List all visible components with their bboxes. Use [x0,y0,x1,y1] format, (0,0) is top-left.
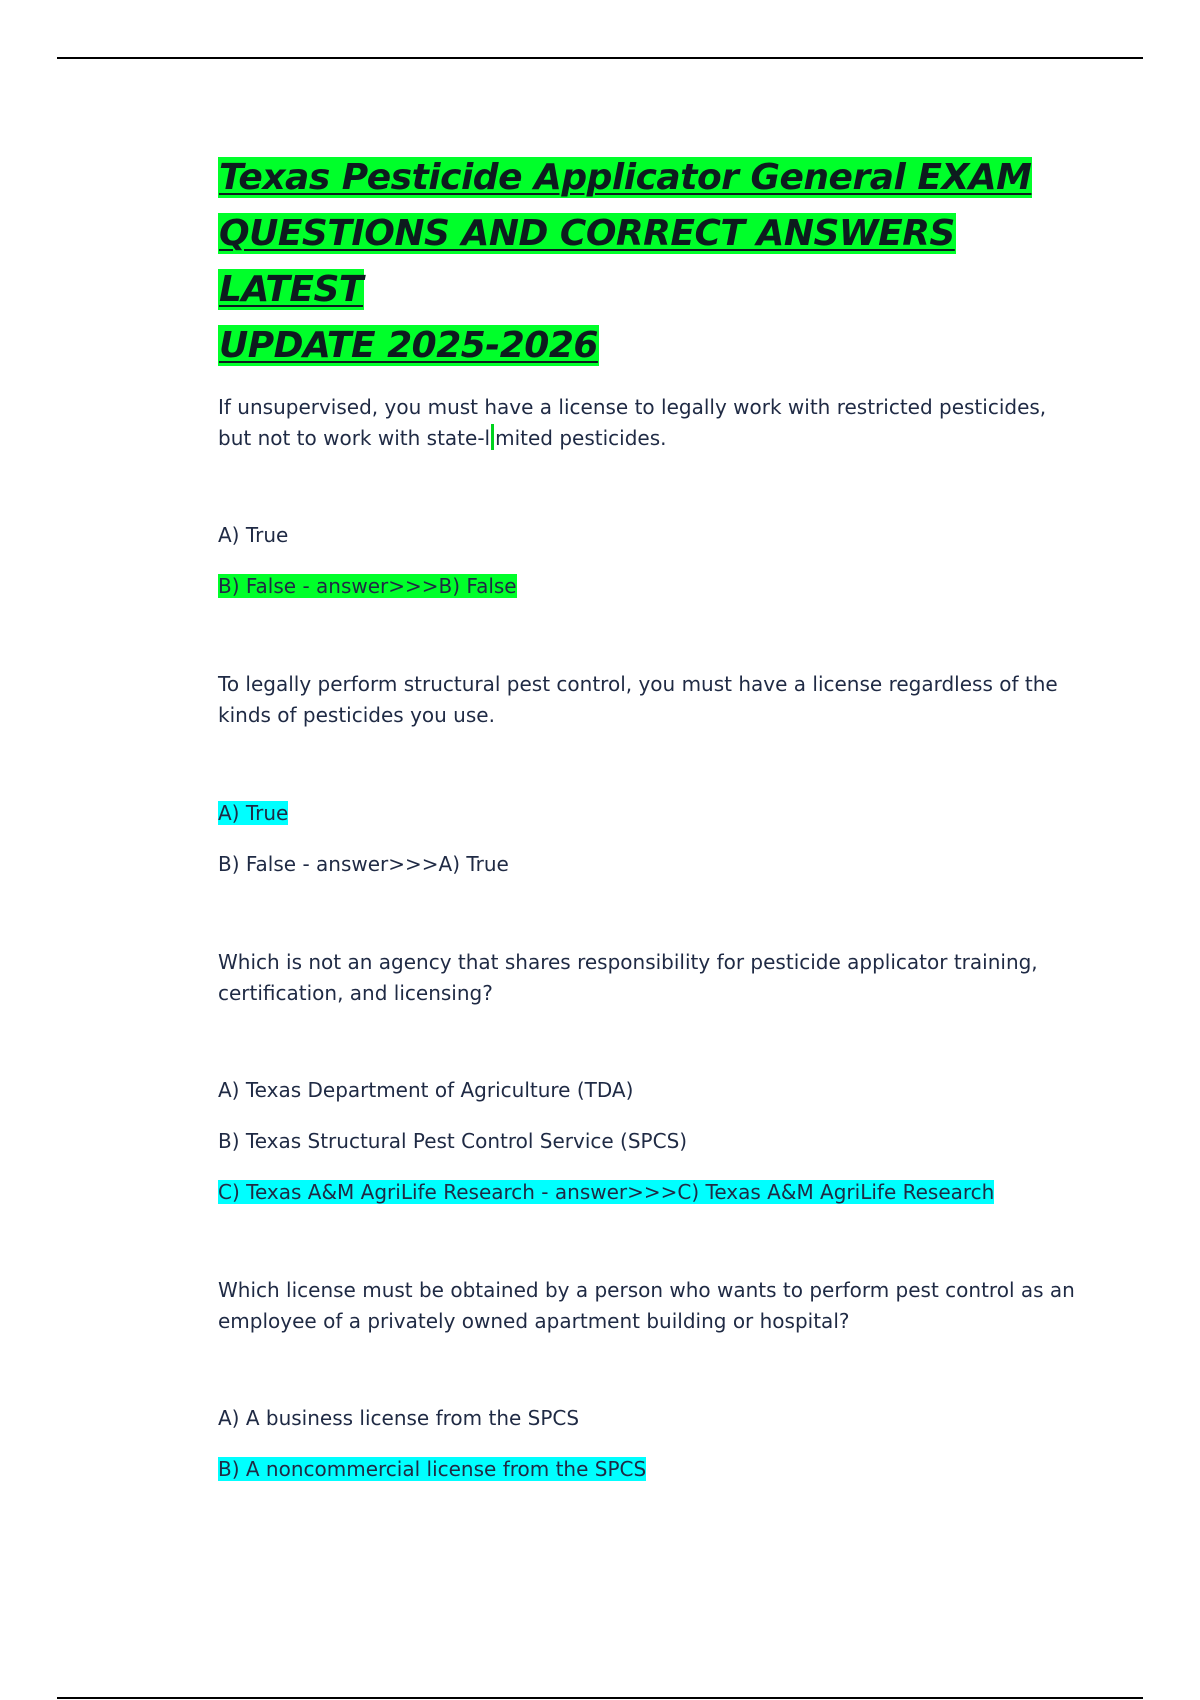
text-cursor [491,424,494,450]
question-1-option-a: A) True [218,523,289,547]
question-4-text: Which license must be obtained by a person who wants to perform pest control as an employee of a privately owned apartment building or hospital? [218,1278,1075,1333]
document-title [218,150,1078,374]
question-1-option-b: B) False - answer>>>B) False [218,574,517,598]
bottom-rule [57,1697,1143,1699]
question-3-option-c: C) Texas A&M AgriLife Research - answer>>>C) Texas A&M AgriLife Research [218,1180,995,1204]
question-2-text: To legally perform structural pest control, you must have a license regardless of the kinds of pesticides you use. [218,672,1058,727]
question-1-text: If unsupervised, you must have a license to legally work with restricted pesticides, but not to work with state-l mited pesticides. [218,395,1047,450]
question-3-option-a: A) Texas Department of Agriculture (TDA) [218,1078,634,1102]
question-4-option-a: A) A business license from the SPCS [218,1406,580,1430]
title-line-3: UPDATE 2025-2026 [219,325,598,366]
question-3-text: Which is not an agency that shares responsibility for pesticide applicator training, certification, and licensing? [218,950,1038,1005]
title-line-1: Texas Pesticide Applicator General EXAM [219,157,1032,198]
question-4-option-b: B) A noncommercial license from the SPCS [218,1457,647,1481]
question-2-option-a: A) True [218,801,289,825]
top-rule [57,57,1143,59]
question-3-option-b: B) Texas Structural Pest Control Service (SPCS) [218,1129,688,1153]
document-body [218,150,1078,1485]
question-2-option-b: B) False - answer>>>A) True [218,852,509,876]
title-line-2: QUESTIONS AND CORRECT ANSWERS LATEST [219,213,955,310]
